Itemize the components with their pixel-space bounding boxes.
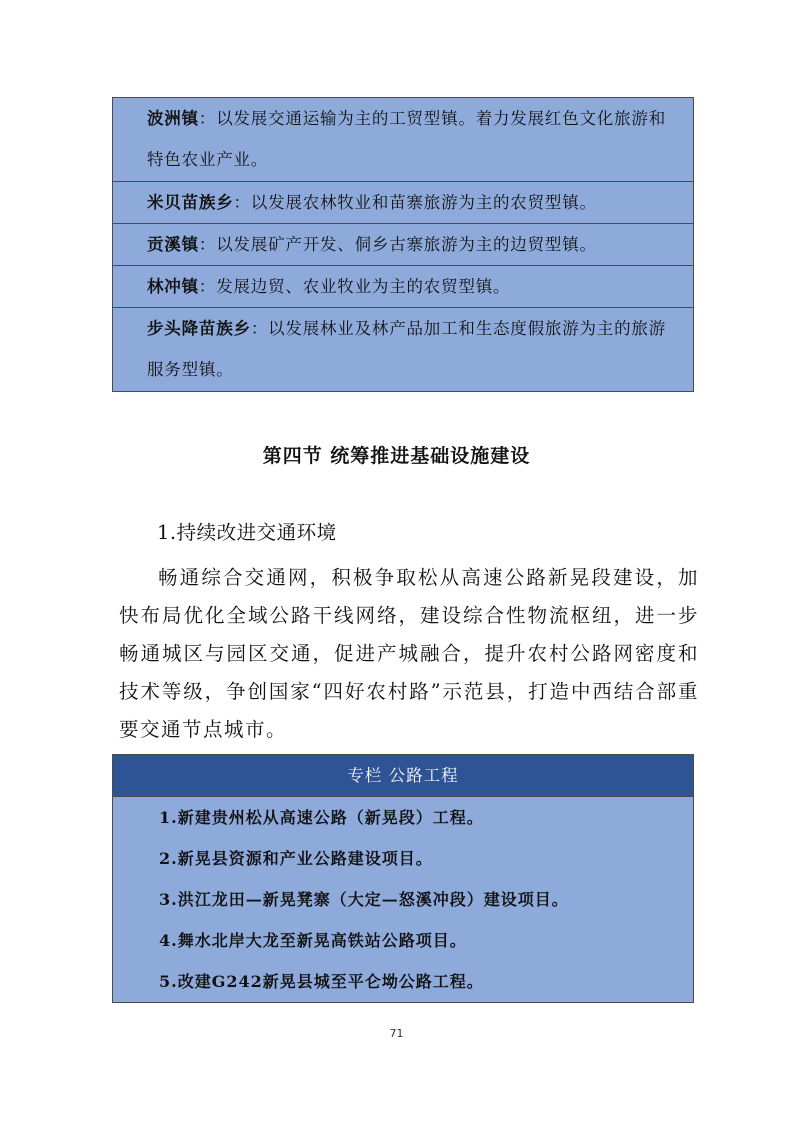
town-name: 波洲镇 xyxy=(147,109,199,128)
town-name: 米贝苗族乡 xyxy=(147,193,234,212)
town-desc: ：以发展交通运输为主的工贸型镇。着力发展红色文化旅游和特色农业产业。 xyxy=(147,109,667,169)
body-paragraph: 畅通综合交通网，积极争取松从高速公路新晃段建设，加快布局优化全域公路干线网络，建设综合性物流枢纽，进一步畅通城区与园区交通，促进产城融合，提升农村公路网密度和技术等级，争创国家“四好农村路”示范县，打造中西结合部重要交通节点城市。 xyxy=(119,566,699,741)
town-row xyxy=(113,266,693,308)
town-row xyxy=(113,98,693,182)
town-desc: ：发展边贸、农业牧业为主的农贸型镇。 xyxy=(198,277,511,296)
road-project-item: 2.新晃县资源和产业公路建设项目。 xyxy=(159,849,433,868)
town-name: 林冲镇 xyxy=(147,277,199,296)
road-project-item: 4.舞水北岸大龙至新晃高铁站公路项目。 xyxy=(159,931,467,950)
town-desc: ：以发展矿产开发、侗乡古寨旅游为主的边贸型镇。 xyxy=(198,235,597,254)
town-row xyxy=(113,308,693,393)
town-name: 步头降苗族乡 xyxy=(147,319,251,338)
road-project-item: 1.新建贵州松从高速公路（新晃段）工程。 xyxy=(159,808,484,827)
road-box-header: 专栏 公路工程 xyxy=(113,755,693,797)
town-desc: ：以发展农林牧业和苗寨旅游为主的农贸型镇。 xyxy=(233,193,597,212)
town-name: 贡溪镇 xyxy=(147,235,199,254)
road-project-item: 5.改建G242新晃县城至平仑坳公路工程。 xyxy=(159,972,484,991)
town-row xyxy=(113,182,693,224)
road-project-item: 3.洪江龙田—新晃凳寨（大定—怒溪冲段）建设项目。 xyxy=(159,890,569,909)
town-plan-box xyxy=(112,97,694,392)
road-project-box xyxy=(112,754,694,1003)
page-number: 71 xyxy=(389,1027,404,1040)
town-desc: ：以发展林业及林产品加工和生态度假旅游为主的旅游服务型镇。 xyxy=(147,319,667,379)
town-row xyxy=(113,224,693,266)
section-title: 第四节 统筹推进基础设施建设 xyxy=(262,445,531,467)
sub-heading: 1.持续改进交通环境 xyxy=(157,521,337,544)
